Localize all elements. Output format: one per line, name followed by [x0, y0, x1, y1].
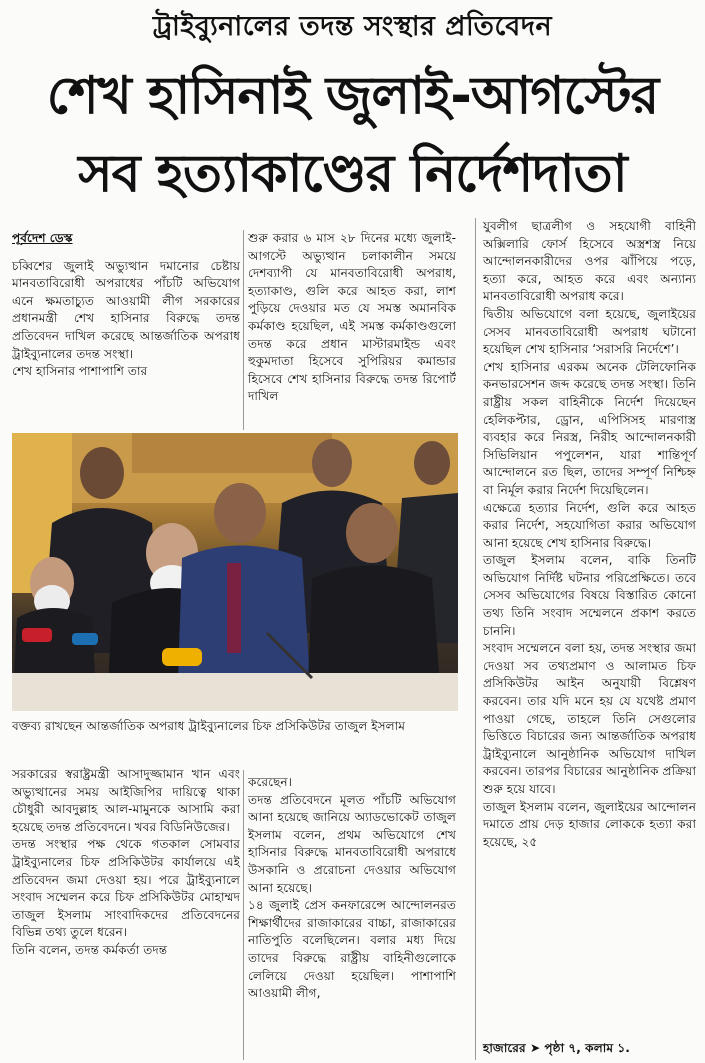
column-divider: [475, 218, 476, 1060]
paragraph: সংবাদ সম্মেলনে বলা হয়, তদন্ত সংস্থার জমা দেওয়া সব তথ্যপ্রমাণ ও আলামত চিফ প্রসিকিউটর আইন অনুযায়ী বিশ্লেষণ করবেন। তার যদি মনে হয় যে যথেষ্ট প্রমাণ পাওয়া গেছে, তাহলে তিনি সেগুলোর ভিত্তিতে বিচারের জন্য আন্তর্জাতিক অপরাধ ট্রাইব্যুনালে আনুষ্ঠানিক অভিযোগ দাখিল করবেন। তারপর বিচারের আনুষ্ঠানিক প্রক্রিয়া শুরু হয়ে যাবে।: [483, 641, 696, 796]
byline: পূর্বদেশ ডেস্ক: [12, 231, 73, 245]
photo-caption: বক্তব্য রাখছেন আন্তর্জাতিক অপরাধ ট্রাইব্যুনালের চিফ প্রসিকিউটর তাজুল ইসলাম: [12, 719, 406, 733]
article-column-2-lower: [248, 774, 456, 1003]
paragraph: তদন্ত প্রতিবেদনে মূলত পাঁচটি অভিযোগ আনা হয়েছে জানিয়ে অ্যাডভোকেট তাজুল ইসলাম বলেন, প্রথম অভিযোগে শেখ হাসিনার বিরুদ্ধে মানবতাবিরোধী অপরাধে উসকানি ও প্ররোচনা দেওয়ার অভিযোগ আনা হয়েছে।: [248, 792, 456, 895]
continuation-jump: ➤ পৃষ্ঠা ৭, কলাম ১.: [529, 1041, 630, 1055]
paragraph: তিনি বলেন, তদন্ত কর্মকর্তা তদন্ত: [12, 942, 168, 957]
article-column-1: [12, 230, 240, 381]
continuation-line: [483, 1040, 696, 1060]
paragraph: শুরু করার ৬ মাস ২৮ দিনের মধ্যে জুলাই-আগস্টে অভ্যুত্থান চলাকালীন সময়ে দেশব্যাপী যে মানবতাবিরোধী অপরাধ, হত্যাকাণ্ড, গুলি করে আহত করা, লাশ পুড়িয়ে দেওয়ার মত যে সমস্ত অমানবিক কর্মকাণ্ড হয়েছিল, এই সমস্ত কর্মকাণ্ডগুলো তদন্ত করে প্রধান মাস্টারমাইন্ড এবং হুকুমদাতা হিসেবে সুপিরিয়র কমান্ডার হিসেবে শেখ হাসিনার বিরুদ্ধে তদন্ত রিপোর্ট দাখিল: [248, 231, 456, 404]
paragraph: করেছেন।: [248, 775, 293, 789]
kicker: ট্রাইব্যুনালের তদন্ত সংস্থার প্রতিবেদন: [152, 11, 553, 42]
paragraph: শেখ হাসিনার এরকম অনেক টেলিফোনিক কনভারসেশন জব্দ করেছে তদন্ত সংস্থা। তিনি রাষ্ট্রীয় সকল বাহিনীকে নির্দেশ দিয়েছেন হেলিকপ্টার, ড্রোন, এপিসিসহ মারণাস্ত্র ব্যবহার করে নিরস্ত্র, নিরীহ আন্দোলনকারী সিভিলিয়ান পপুলেশন, যারা শান্তিপূর্ণ আন্দোলনে রত ছিল, তাদের সম্পূর্ণ নিশ্চিহ্ন বা নির্মূল করার নির্দেশ দিয়েছিলেন।: [483, 359, 696, 497]
photo-illustration: [12, 433, 458, 711]
paragraph: শেখ হাসিনার পাশাপাশি তার: [12, 364, 148, 379]
article-column-3: [483, 218, 696, 851]
paragraph: সরকারের স্বরাষ্ট্রমন্ত্রী আসাদুজ্জামান খান এবং অভ্যুত্থানের সময় আইজিপির দায়িত্বে থাকা চৌধুরী আবদুল্লাহ আল-মামুনকে আসামি করা হয়েছে তদন্ত প্রতিবেদনে। খবর বিডিনিউজের।: [12, 767, 240, 834]
column-divider: [243, 770, 244, 1060]
last-word: হাজারের: [483, 1041, 526, 1055]
press-conference-photo: [12, 433, 458, 711]
paragraph: চব্বিশের জুলাই অভ্যুত্থান দমানোর চেষ্টায় মানবতাবিরোধী অপরাধের পাঁচটি অভিযোগ এনে ক্ষমতাচ্যুত আওয়ামী লীগ সরকারের প্রধানমন্ত্রী শেখ হাসিনার বিরুদ্ধে তদন্ত প্রতিবেদন দাখিল করেছে আন্তর্জাতিক অপরাধ ট্রাইব্যুনালের তদন্ত সংস্থা।: [12, 258, 240, 361]
paragraph: তাজুল ইসলাম বলেন, বাকি তিনটি অভিযোগ নির্দিষ্ট ঘটনার পরিপ্রেক্ষিতে। তবে সেসব অভিযোগের বিষয়ে বিস্তারিত কোনো তথ্য তিনি সংবাদ সম্মেলনে প্রকাশ করতে চাননি।: [483, 553, 696, 638]
headline-line-2: সব হত্যাকাণ্ডের নির্দেশদাতা: [78, 144, 627, 204]
paragraph: এক্ষেত্রে হত্যার নির্দেশ, গুলি করে আহত করার নির্দেশ, সহযোগিতা করার অভিযোগ আনা হয়েছে শেখ হাসিনার বিরুদ্ধে।: [483, 500, 696, 550]
column-divider: [243, 230, 244, 430]
article-column-2: [248, 230, 456, 406]
paragraph: তাজুল ইসলাম বলেন, জুলাইয়ের আন্দোলন দমাতে প্রায় দেড় হাজার লোককে হত্যা করা হয়েছে, ২৫: [483, 799, 696, 849]
article-column-1-lower: [12, 766, 240, 960]
headline-line-1: শেখ হাসিনাই জুলাই-আগস্টের: [46, 66, 659, 126]
paragraph: ১৪ জুলাই প্রেস কনফারেন্সে আন্দোলনরত শিক্ষার্থীদের রাজাকারের বাচ্চা, রাজাকারের নাতিপুতি বলেছিলেন। বলার মধ্য দিয়ে তাদের বিরুদ্ধে রাষ্ট্রীয় বাহিনীগুলোকে লেলিয়ে দেওয়া হয়েছিল। পাশাপাশি আওয়ামী লীগ,: [248, 898, 456, 1001]
paragraph: দ্বিতীয় অভিযোগে বলা হয়েছে, জুলাইয়ের সেসব মানবতাবিরোধী অপরাধ ঘটানো হয়েছিল শেখ হাসিনার ‘সরাসরি নির্দেশে’।: [483, 306, 696, 357]
paragraph: তদন্ত সংস্থার পক্ষ থেকে গতকাল সোমবার ট্রাইব্যুনালের চিফ প্রসিকিউটর কার্যালয়ে এই প্রতিবেদন জমা দেওয়া হয়। পরে ট্রাইব্যুনালে সংবাদ সম্মেলন করে চিফ প্রসিকিউটর মোহাম্মদ তাজুল ইসলাম সাংবাদিকদের প্রতিবেদনের বিভিন্ন তথ্য তুলে ধরেন।: [12, 837, 240, 940]
paragraph: যুবলীগ ছাত্রলীগ ও সহযোগী বাহিনী অক্সিলারি ফোর্স হিসেবে অস্ত্রশস্ত্র নিয়ে আন্দোলনকারীদের ওপর ঝাঁপিয়ে পড়ে, হত্যা করে, আহত করে এবং অন্যান্য মানবতাবিরোধী অপরাধ করে।: [483, 219, 696, 304]
